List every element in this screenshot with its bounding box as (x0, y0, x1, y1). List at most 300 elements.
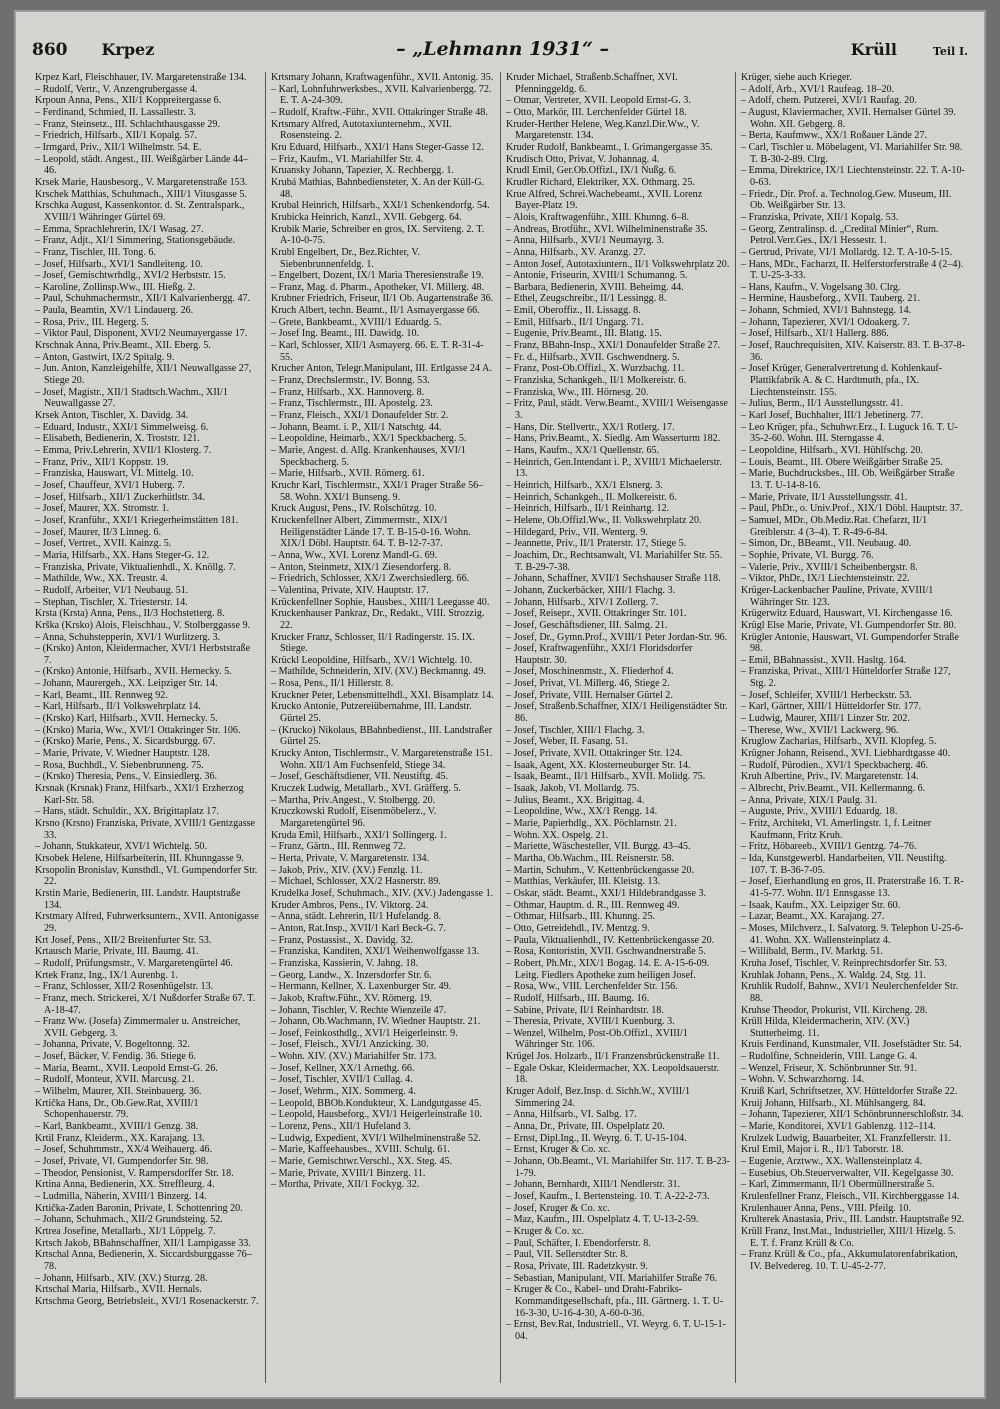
directory-entry: – Josef, Weber, II. Fasang. 51. (506, 736, 628, 748)
directory-entry: – Johann, Ob.Beamt., VI. Mariahilfer Str. 117. T. B-23-1-79. (506, 1156, 730, 1179)
directory-entry: Krulenfellner Franz, Fleisch., VII. Kirchberggasse 14. (741, 1191, 960, 1202)
directory-entry: – Carl, Tischler u. Möbelagent, VI. Mariahilfer Str. 98. T. B-30-2-89. Clrg. (741, 141, 963, 165)
directory-entry: – Adolf, chem. Putzerei, XVI/1 Raufag. 20. (741, 95, 917, 107)
directory-entry: – Rosa, Kontoristin, XVII. Gschwandnerstraße 5. (506, 946, 706, 958)
directory-entry: Krtsch Jakob, BBahnschaffner, XII/1 Lampigasse 33. (35, 1237, 251, 1249)
directory-entry: – Therese, Ww., XVII/1 Lackwerg. 96. (741, 724, 899, 736)
directory-entry: – Karoline, Zollinsp.Ww., III. Hießg. 2. (35, 281, 196, 293)
directory-entry: Krpez Karl, Fleischhauer, IV. Margaretenstraße 134. (35, 72, 247, 83)
directory-entry: – Wohn. XIV. (XV.) Mariahilfer Str. 173. (271, 1051, 437, 1063)
directory-entry: – (Krsko) Theresia, Pens., V. Einsiedlerg. 36. (35, 771, 218, 783)
directory-entry: – Franz, Postassist., X. Davidg. 32. (271, 934, 414, 946)
directory-entry: – Rudolf, Arbeiter, VI/1 Neubaug. 51. (35, 584, 189, 596)
directory-entry: – Emma, Direktrice, IX/1 Liechtensteinstr. 22. T. A-10-0-63. (741, 165, 965, 188)
directory-column-4 (735, 72, 970, 1383)
directory-entry: – Josef, Fleisch., XVI/1 Anzicking. 30. (271, 1039, 429, 1051)
directory-entry: – Franziska, Kanditen, XXI/1 Weihenwolfgasse 13. (271, 946, 480, 958)
directory-entry: – Friedr., Dir. Prof. a. Technolog.Gew. Museum, III. Ob. Weißgärber Str. 13. (741, 188, 952, 212)
directory-entry: – Josef, Geschäftsdiener, VII. Neustiftg. 45. (271, 771, 449, 783)
directory-entry: – Rudolfine, Schneiderin, VIII. Lange G. 4. (741, 1051, 918, 1063)
directory-entry: – Leopold, Hausbeforg., XVI/1 Heigerleinstraße 10. (271, 1109, 482, 1121)
directory-entry: Krsta (Krsta) Anna, Pens., II/3 Hochstetterg. 8. (35, 608, 225, 620)
directory-entry: – Ernst, Kruger & Co. xc. (506, 1144, 611, 1156)
directory-entry: Kruder-Herther Helene, Weg.Kanzl.Dir.Ww., V. Margaretenstr. 134. (506, 118, 700, 142)
directory-entry: – Louis, Beamt., III. Obere Weißgärber Straße 25. (741, 456, 943, 468)
directory-entry: Krsopolin Bronislav, Kunsthdl., VI. Gumpendorfer Str. 22. (35, 864, 258, 888)
directory-entry: – Martha, Priv.Angest., V. Stolbergg. 20. (271, 794, 436, 806)
directory-entry: – Franziska, Private, XII/1 Kopalg. 53. (741, 211, 899, 223)
directory-entry: – Johann, Maurergeh., XX. Leipziger Str. 14. (35, 678, 218, 690)
directory-entry: – Anton, Rat.Insp., XVII/1 Karl Beck-G. 7. (271, 922, 446, 934)
page-number: 860 (32, 40, 68, 60)
directory-entry: – Anna, Hilfsarb., XVI/1 Neumayrg. 3. (506, 235, 664, 247)
directory-entry: – Friedrich, Schlosser, XX/1 Zwerchsiedlerg. 66. (271, 573, 470, 585)
directory-entry: – Franziska, Hauswart, VI. Mittelg. 10. (35, 468, 194, 480)
directory-entry: – Georg, Zentralinsp. d. „Credital Minier“, Rum. Petrol.Verr.Ges., IX/1 Hessestr. 1. (741, 223, 939, 247)
directory-entry: Krüll Hilda, Kleidermacherin, XIV. (XV.) Stutterheimg. 11. (741, 1016, 910, 1039)
directory-entry: – Viktor, PhDr., IX/1 Liechtensteinstr. 22. (741, 573, 910, 585)
directory-entry: – Franz Ww. (Josefa) Zimmermaler u. Anstreicher, XVII. Gebgerg. 3. (35, 1016, 241, 1039)
directory-entry: Krulzek Ludwig, Bauarbeiter, XI. Franzfellerstr. 11. (741, 1132, 951, 1144)
directory-entry: – Herta, Private, V. Margaretenstr. 134. (271, 852, 430, 864)
directory-entry: – Eugenie, Arztww., XX. Wallensteinplatz 4. (741, 1156, 923, 1168)
directory-entry: – Hermine, Hausbeforg., XVII. Tauberg. 21. (741, 293, 920, 305)
directory-entry: Krückl Leopoldine, Hilfsarb., XV/1 Wichtelg. 10. (271, 654, 473, 666)
directory-entry: Krtička Hans, Dr., Ob.Gew.Rat, XVIII/1 Schopenhauerstr. 79. (35, 1097, 199, 1121)
directory-entry: – Franziska, Kassierin, V. Jahng. 18. (271, 957, 419, 969)
directory-entry: Krulenhauer Anna, Pens., VIII. Pfeilg. 10. (741, 1202, 911, 1214)
directory-entry: – Marie, Private, V. Wiedner Hauptstr. 128. (35, 748, 210, 760)
directory-entry: – Anton, Gastwirt, IX/2 Spitalg. 9. (35, 351, 175, 363)
directory-entry: – Wenzel, Wilhelm, Post-Ob.Offizl., XVIII/1 Währinger Str. 106. (506, 1027, 688, 1051)
directory-entry: – Theresia, Private, XVIII/1 Kuenburg. 3. (506, 1016, 675, 1028)
directory-entry: Krudelka Josef, Schuhmach., XIV. (XV.) Jadengasse 1. (271, 887, 494, 899)
directory-entry: – Grete, Bankbeamt., XVIII/1 Eduardg. 5. (271, 316, 442, 328)
directory-entry: – Leopoldine, Hilfsarb., XVI. Hühlfschg. 20. (741, 445, 923, 456)
directory-entry: – Franziska, Privat., XIII/1 Hütteldorfer Straße 127, Stg. 2. (741, 666, 951, 690)
directory-entry: – (Krsko) Antonie, Hilfsarb., XVII. Hernecky. 5. (35, 666, 232, 678)
directory-entry: – August, Klaviermacher, XVII. Hernalser Gürtel 39. Wohn. XII. Gebgerg. 8. (741, 106, 956, 130)
directory-entry: – Martin, Schuhm., V. Kettenbrückengasse 20. (506, 864, 695, 876)
directory-entry: – Josef, Gemischtwrhdlg., XVI/2 Herbststr. 15. (35, 270, 226, 282)
directory-entry: – Josef, Hilfsarb., XI/1 Hallerg. 886. (741, 328, 889, 340)
directory-entry: – Josef, Geschäftsdiener, III. Salmg. 21. (506, 619, 668, 631)
directory-entry: – Theodor, Pensionist, V. Rampersdorffer Str. 18. (35, 1167, 234, 1179)
directory-entry: – Maria, Beamt., XVII. Leopold Ernst-G. 26. (35, 1062, 218, 1074)
directory-entry: – Franz, Steinsetz., III. Schlachthausgasse 29. (35, 118, 221, 130)
directory-entry: – Maz, Kaufm., III. Ospelplatz 4. T. U-13-2-59. (506, 1214, 699, 1226)
last-entry-running-head: Krüll (850, 40, 897, 59)
header-right (851, 40, 968, 59)
directory-entry: – Fritz, Höbareeb., XVIII/1 Gentzg. 74–76. (741, 841, 917, 853)
directory-entry: – Franziska, Schankgeh., II/1 Molkereistr. 6. (506, 375, 686, 387)
directory-entry: – Valentina, Private, XIV. Hauptstr. 17. (271, 584, 429, 596)
directory-entry: Kruder Michael, Straßenb.Schaffner, XVI. Pfenninggeldg. 6. (506, 72, 678, 95)
directory-entry: – Marie, Papierhdlg., XX. Pöchlarnstr. 21. (506, 818, 677, 829)
directory-entry: – Franziska, Ww., III. Hörnesg. 20. (506, 386, 649, 398)
directory-entry: – Johann, Ob.Wachmann, IV. Wiedner Hauptstr. 21. (271, 1016, 481, 1028)
directory-entry: Kruis Ferdinand, Kunstmaler, VII. Josefstädter Str. 54. (741, 1039, 962, 1051)
directory-entry: – Anna, Schuhstepperin, XVI/1 Wurlitzerg. 3. (35, 631, 221, 643)
directory-entry: – Sabine, Private, II/1 Reinhardtstr. 18. (506, 1004, 664, 1016)
directory-entry: Kruder Ambros, Pens., IV. Viktorg. 24. (271, 899, 429, 911)
directory-entry: Krpoun Anna, Pens., XII/1 Koppreitergasse 6. (35, 95, 222, 107)
directory-entry: – Franz, Tischlermstr., III. Apostelg. 23. (271, 398, 433, 410)
directory-entry: Krtina Anna, Bedienerin, XX. Streffleurg. 4. (35, 1179, 215, 1191)
directory-entry: – Antonie, Friseurin, XVIII/1 Schumanng. 5. (506, 270, 688, 282)
directory-entry: – Leo Krüger, pfa., Schuhwr.Erz., I. Luguck 16. T. U-35-2-60. Wohn. III. Sterngasse 4. (741, 421, 958, 445)
directory-entry: – Rosa, Priv., III. Hegerg. 5. (35, 316, 149, 328)
directory-entry: – Josef, Hilfsarb., XVI/1 Sandleiteng. 10. (35, 258, 203, 270)
directory-entry: – Franz, Schlosser, XII/2 Rosenhügelstr. 13. (35, 981, 214, 993)
directory-entry: – Johann, Schaffner, XVII/1 Sechshauser Straße 118. (506, 573, 721, 585)
directory-entry: – Karl Josef, Buchhalter, III/1 Jebetinerg. 77. (741, 410, 924, 422)
directory-entry: – Otmar, Vertreter, XVII. Leopold Ernst-G. 3. (506, 95, 691, 107)
directory-entry: Kruckenfellner Albert, Zimmermstr., XIX/1 Heiligenstädter Lände 17. T. B-15-0-16. Wohn. XIX/1 Döbl. Hauptstr. 64. T. B-12-7-37. (271, 514, 471, 550)
directory-entry: – Karl, Beamt., III. Rennweg 92. (35, 689, 168, 701)
directory-entry: – Viktor Paul, Disponent, XVI/2 Neumayergasse 17. (35, 328, 248, 340)
directory-entry: – Rudolf, Pürodien., XVI/1 Speckbacherg. 46. (741, 759, 929, 771)
directory-entry: Kruij Johann, Hilfsarb., XI. Mühlsangerg. 84. (741, 1097, 926, 1109)
directory-entry: – Josef Ing. Beamt., III. Dawidg. 10. (271, 328, 420, 340)
directory-entry: – Johann, Tischler, V. Rechte Wienzeile 47. (271, 1004, 447, 1016)
directory-entry: Krsek Anton, Tischler, X. Davidg. 34. (35, 410, 189, 422)
directory-entry: – Anna, Private, XIX/1 Paulg. 31. (741, 794, 878, 806)
directory-entry: – Othmar, Hauptm. d. R., III. Rennweg 49. (506, 899, 680, 911)
directory-entry: – Josef, Bäcker, V. Fendig. 36. Stiege 6. (35, 1051, 196, 1063)
directory-entry: Krubl Engelbert, Dr., Bez.Richter, V. Siebenbrunnenfeldg. 1. (271, 246, 420, 270)
directory-entry: – Anna, Dr., Private, III. Ospelplatz 20. (506, 1121, 665, 1133)
directory-entry: – Franz, Adjt., XI/1 Simmering, Stationsgebäude. (35, 235, 236, 247)
directory-entry: Krügel Jos. Holzarb., II/1 Franzensbrückenstraße 11. (506, 1051, 720, 1063)
directory-entry: – Jun. Anton, Kanzleigehilfe, XII/1 Neuwallgasse 27, Stiege 20. (35, 363, 252, 387)
directory-entry: – Emil, Hilfsarb., II/1 Ungarg. 71. (506, 316, 644, 328)
directory-entry: Krul Emil, Major i. R., II/1 Taborstr. 18. (741, 1144, 904, 1156)
directory-entry: – Ernst, Dipl.Ing., II. Weyrg. 6. T. U-15-104. (506, 1132, 687, 1144)
directory-entry: – Stephan, Tischler, X. Triesterstr. 14. (35, 596, 188, 608)
directory-entry: – Elisabeth, Bedienerin, X. Troststr. 121. (35, 433, 200, 445)
directory-entry: – Marie, Konditorei, XVI/1 Gablenzg. 112–114. (741, 1121, 936, 1133)
directory-entry: – Josef Krüger, Generalvertretung d. Kohlenkauf-Plattikfabrik A. & C. Hardtmuth, pfa., IX. Liechtensteinstr. 155. (741, 363, 943, 398)
directory-entry: Kruch Albert, techn. Beamt., II/1 Asmayergasse 66. (271, 305, 480, 317)
directory-entry: – Hildegard, Priv., VII. Wenterg. 9. (506, 526, 648, 538)
directory-entry: – Fritz, Paul, städt. Verw.Beamt., XVIII/1 Weisengasse 3. (506, 398, 728, 422)
directory-entry: Krsek Marie, Hausbesorg., V. Margaretenstraße 153. (35, 176, 248, 188)
directory-entry: Krucker Franz, Schlosser, II/1 Radingerstr. 15. IX. Stiege. (271, 631, 475, 655)
directory-entry: – Emma, Priv.Lehrerin, XVII/1 Klosterg. 7. (35, 445, 212, 456)
directory-entry: – Rudolf, Monteur, XVII. Marcusg. 21. (35, 1074, 195, 1086)
directory-page (14, 10, 986, 1399)
directory-entry: Krtschal Maria, Hilfsarb., XVII. Hernals. (35, 1284, 202, 1296)
directory-entry: – Karl, Schlosser, XII/1 Asmayerg. 66. E. T. R-31-4-55. (271, 340, 484, 363)
directory-entry: – Hans, Kaufm., XX/1 Quellenstr. 65. (506, 445, 660, 456)
directory-entry: – Paul, Schäfter, I. Ebendorferstr. 8. (506, 1237, 651, 1249)
directory-entry: Krubá Mathias, Bahnbediensteter, X. An der Küll-G. 48. (271, 176, 485, 200)
directory-entry: – Josef, Schleifer, XVIII/1 Herbeckstr. 53. (741, 689, 912, 701)
directory-entry: – Karl, Bankbeamt., XVIII/1 Genzg. 38. (35, 1121, 199, 1133)
directory-entry: – Franz, Mag. d. Pharm., Apotheker, VI. Millerg. 48. (271, 281, 485, 293)
directory-entry: – Heinrich, Hilfsarb., II/1 Reinhartg. 12. (506, 503, 670, 515)
directory-entry: – Heinrich, Schankgeh., II. Molkereistr. 6. (506, 491, 677, 503)
directory-entry: – Josef, Kaufm., I. Bertensteing. 10. T. A-22-2-73. (506, 1191, 710, 1202)
directory-entry: – (Krsko) Maria, Ww., XVI/1 Ottakringer Str. 106. (35, 724, 241, 736)
directory-entry: – Johanna, Private, V. Bogeltonng. 32. (35, 1039, 190, 1051)
directory-entry: – Franz, Drechslermstr., IV. Bonng. 53. (271, 375, 430, 387)
directory-entry: Krubicka Heinrich, Kanzl., XVII. Gebgerg. 64. (271, 211, 462, 223)
directory-entry: – Hans, städt. Schuldir., XX. Brigittaplatz 17. (35, 806, 219, 818)
directory-entry: – Leopold, BBOb.Kondukteur, X. Landgutgasse 45. (271, 1097, 482, 1109)
directory-entry: Krue Alfred, Schrei.Wachebeamt., XVII. Lorenz Bayer-Platz 19. (506, 188, 703, 212)
directory-entry: – Anna, Hilfsarb., VI. Salbg. 17. (506, 1109, 637, 1121)
directory-entry: – Wohn. V. Schwarzhorng. 14. (741, 1074, 865, 1086)
directory-entry: Krsobek Helene, Hilfsarbeiterin, III. Khunngasse 9. (35, 852, 244, 864)
directory-entry: Krtschal Anna, Bedienerin, X. Siccardsburggasse 76–78. (35, 1249, 252, 1272)
directory-entry: – Mortha, Private, XII/1 Fockyg. 32. (271, 1179, 420, 1191)
directory-entry: Krügner Johann, Reisend., XVI. Liebhardtgasse 40. (741, 748, 951, 760)
directory-entry: – Josef, Private, VIII. Hernalser Gürtel 2. (506, 689, 673, 701)
directory-entry: – Marie, Private, II/1 Ausstellungsstr. 41. (741, 491, 908, 503)
directory-entry: – Josef, Vertret., XVII. Kainzg. 5. (35, 538, 172, 550)
directory-entry: – Maria, Hilfsarb., XX. Hans Steger-G. 12. (35, 549, 210, 561)
directory-entry: – Isaak, Beamt., II/1 Hilfsarb., XVII. Molidg. 75. (506, 771, 706, 783)
directory-entry: – Franz, BBahn-Insp., XXI/1 Donaufelder Straße 27. (506, 340, 721, 352)
page-header (32, 38, 968, 68)
directory-entry: Krschka August, Kassenkontor. d. St. Zentralspark., XVIII/1 Währinger Gürtel 69. (35, 200, 245, 223)
directory-entry: – Josef, Hilfsarb., XII/1 Zuckerhütlstr. 34. (35, 491, 205, 503)
directory-entry: – Josef, Dr., Gymn.Prof., XVIII/1 Peter Jordan-Str. 96. (506, 631, 728, 643)
directory-entry: – Josef, Moschinenmstr., X. Fliederhof 4. (506, 666, 674, 678)
directory-entry: Kruckner Peter, Lebensmittelhdl., XXI. Bisamplatz 14. (271, 689, 494, 701)
directory-entry: – Valerie, Priv., XVIII/1 Scheibenbergstr. 8. (741, 561, 918, 573)
directory-entry: – Marie, Buchdrucksbes., III. Ob. Weißgärber Straße 13. T. U-14-8-16. (741, 468, 955, 491)
directory-entry: – Mathilde, Schneiderin, XIV. (XV.) Beckmanng. 49. (271, 666, 486, 678)
directory-entry: Krschek Matthias, Schuhmach., XIII/1 Vitusgasse 5. (35, 188, 247, 200)
directory-entry: – Josef, Chauffeur, XVI/1 Huberg. 7. (35, 479, 185, 491)
directory-entry: – Johann, Hilfsarb., XIV. (XV.) Sturzg. 28. (35, 1272, 208, 1284)
directory-entry: Krüll Franz, Inst.Mat., Industrieller, XIII/1 Hizelg. 5. E. T. f. Franz Krüll & Co. (741, 1225, 956, 1249)
directory-entry: Kruha Josef, Tischler, V. Reinprechtsdorfer Str. 53. (741, 957, 947, 969)
directory-entry: – Anna, Ww., XVI. Lorenz Mandl-G. 69. (271, 549, 438, 561)
directory-entry: Kruh Albertine, Priv., IV. Margaretenstr. 14. (741, 771, 919, 783)
directory-entry: Krsno (Krsno) Franziska, Private, XVIII/1 Gentzgasse 33. (35, 818, 256, 841)
directory-entry: – Johann, Tapezierer, XVI/1 Odoakerg. 7. (741, 316, 910, 328)
directory-entry: Krtrea Josefine, Metallarb., XI/1 Löppelg. 7. (35, 1225, 216, 1237)
directory-entry: – Marie, Angest. d. Allg. Krankenhauses, XVI/1 Speckbacherg. 5. (271, 445, 466, 468)
directory-entry: Krüger, siehe auch Krieger. (741, 72, 852, 83)
directory-entry: – Hans, Dir. Stellvertr., XX/1 Rotlerg. 17. (506, 421, 675, 433)
directory-entry: Krubik Marie, Schreiber en gros, IX. Serviteng. 2. T. A-10-0-75. (271, 223, 485, 247)
directory-entry: – Barbara, Bedienerin, XVIII. Beheimg. 44. (506, 281, 684, 293)
directory-entry: – Jakob, Kraftw.Führ., XV. Römerg. 19. (271, 992, 433, 1004)
directory-entry: – Albrecht, Priv.Beamt., VII. Kellermanng. 6. (741, 783, 926, 795)
directory-entry: – Sophie, Private, VI. Burgg. 76. (741, 549, 874, 561)
directory-entry: Kruck August, Pens., IV. Rolschützg. 10. (271, 503, 437, 515)
directory-entry: – Paula, Beamtin, XV/1 Lindauerg. 26. (35, 305, 194, 317)
directory-entry: – Paul, PhDr., o. Univ.Prof., XIX/1 Döbl. Hauptstr. 37. (741, 503, 963, 515)
directory-entry: – Johann, Stukkateur, XVI/1 Wichtelg. 50. (35, 841, 207, 853)
directory-entry: – Ludmilla, Näherin, XVIII/1 Binzerg. 14. (35, 1191, 207, 1202)
directory-entry: – Julius, Berm., II/1 Ausstellungsstr. 41. (741, 398, 904, 410)
directory-entry: – Emil, Oberoffiz., II. Lissagg. 8. (506, 305, 641, 317)
directory-entry: – Eduard, Industr., XXI/1 Simmelweisg. 6. (35, 421, 209, 433)
directory-entry: – Auguste, Priv., XVIII/1 Eduardg. 18. (741, 806, 898, 818)
directory-entry: – Rosa, Pens., II/1 Hillerstr. 8. (271, 678, 394, 690)
directory-entry: – Samuel, MDr., Ob.Mediz.Rat. Chefarzt, II/1 Greiblerstr. 4 (3–4). T. R-49-6-84. (741, 514, 928, 538)
directory-entry: – Emma, Sprachlehrerin, IX/1 Wasag. 27. (35, 223, 204, 235)
directory-entry: – Franziska, Private, Viktualienhdl., X. Knöllg. 7. (35, 561, 236, 573)
directory-title: – „Lehmann 1931“ – (396, 38, 609, 60)
directory-entry: – Lazar, Beamt., XX. Karajang. 27. (741, 911, 885, 923)
directory-entry: Kruansky Johann, Tapezier, X. Rechbergg. 1. (271, 165, 454, 177)
directory-entry: – Simon, Dr., BBeamt., VII. Neubaug. 40. (741, 538, 912, 550)
directory-entry: – Otto, Markör, III. Lerchenfelder Gürtel 18. (506, 106, 687, 118)
directory-entry: Krudl Emil, Ger.Ob.Offizl., IX/1 Nußg. 6. (506, 165, 677, 177)
directory-entry: – Paul, Schuhmachermstr., XII/1 Kalvarienbergg. 47. (35, 293, 251, 305)
directory-entry: Kruckenhauser Pankraz, Dr., Redakt., VIII. Strozzig. 22. (271, 608, 485, 631)
directory-entry: – Ferdinand, Schmied, II. Lassallestr. 3. (35, 106, 196, 118)
directory-entry: – Egale Oskar, Kleidermacher, XX. Leopoldsauerstr. 18. (506, 1062, 720, 1086)
directory-entry: – Martha, Ob.Wachm., III. Reisnerstr. 58. (506, 852, 674, 864)
directory-entry: – Hermann, Kellner, X. Laxenburger Str. 49. (271, 981, 452, 993)
directory-entry: – Rosa, Buchhdl., V. Siebenbrunneng. 75. (35, 759, 204, 771)
directory-entry: – Anna, Hilfsarb., XV. Aranzg. 27. (506, 246, 646, 258)
directory-entry: – Josef, Private, XVII. Ottakringer Str. 124. (506, 748, 683, 760)
directory-entry: – Engelbert, Dozent, IX/1 Maria Theresienstraße 19. (271, 270, 484, 282)
directory-entry: Kruiß Karl, Schriftsetzer, XV. Hütteldorfer Straße 22. (741, 1086, 958, 1098)
directory-entry: Kruglow Zacharias, Hilfsarb., XVII. Klopfeg. 5. (741, 736, 937, 748)
directory-entry: Krsnak (Krsnak) Franz, Hilfsarb., XXI/1 Erzherzog Karl-Str. 58. (35, 783, 244, 806)
directory-entry: – Jakob, Priv., XIV. (XV.) Fenzlg. 11. (271, 864, 423, 876)
directory-entry: – Wilhelm, Maurer, XII. Steinbauerg. 36. (35, 1086, 202, 1098)
directory-entry: – Isaak, Agent, XX. Klosterneuburger Str. 14. (506, 759, 691, 771)
directory-entry: – Franz, Hilfsarb., XX. Hannoverg. 8. (271, 386, 425, 398)
directory-entry: – Leopoldine, Ww., XX/1 Rengg. 14. (506, 806, 658, 818)
directory-entry: – Johann, Schmied, XVI/1 Bahnstegg. 14. (741, 305, 912, 317)
directory-entry: – Emil, BBahnassist., XVII. Hasltg. 164. (741, 654, 907, 666)
directory-entry: – Wohn. XX. Ospelg. 21. (506, 829, 609, 841)
directory-entry: – Ludwig, Expedient, XVI/1 Wilhelminenstraße 52. (271, 1132, 481, 1144)
directory-entry: – Rudolf, Hilfsarb., III. Baumg. 16. (506, 992, 650, 1004)
directory-entry: – Karl, Zimmermann, II/1 Obermüllnerstraße 5. (741, 1179, 935, 1191)
directory-entry: – Karl, Lohnfuhrwerksbes., XVII. Kalvarienbergg. 72. E. T. A-24-309. (271, 83, 492, 107)
directory-entry: – (Krucko) Nikolaus, BBahnbedienst., III. Landstraßer Gürtel 25. (271, 724, 493, 748)
first-entry-running-head: Krpez (101, 40, 155, 59)
directory-entry: – Adolf, Arb., XVI/1 Raufeag. 18–20. (741, 83, 895, 95)
directory-entry: – Josef, Kellner, XX/1 Arnethg. 66. (271, 1062, 415, 1074)
directory-entry: – Michael, Schlosser, XX/2 Hasnerstr. 89. (271, 876, 441, 888)
directory-column-1 (30, 72, 265, 1383)
directory-entry: Krstin Marie, Bedienerin, III. Landstr. Hauptstraße 134. (35, 887, 241, 911)
directory-columns (30, 72, 970, 1383)
directory-entry: – Willibald, Berm., IV. Marktg. 51. (741, 946, 883, 958)
directory-entry: Kruhse Theodor, Prokurist, VII. Kircheng. 28. (741, 1004, 928, 1016)
directory-entry: – Franz, Priv., XII/1 Koppstr. 19. (35, 456, 169, 468)
directory-entry: – Ernst, Bev.Rat, Industriell., VI. Weyrg. 6. T. U-15-1-04. (506, 1319, 726, 1342)
directory-entry: Kruczkowski Rudolf, Eisenmöbelerz., V. Margaretengürtel 96. (271, 806, 437, 829)
directory-entry: – Hans, Priv.Beamt., X. Siedlg. Am Wasserturm 182. (506, 433, 721, 445)
directory-entry: – Ethel, Zeugschreibr., II/1 Lessingg. 8. (506, 293, 667, 305)
directory-entry: Kruhlik Rudolf, Bahnw., XVI/1 Neulerchenfelder Str. 88. (741, 981, 959, 1004)
directory-entry: Krulterek Anastasia, Priv., III. Landstr. Hauptstraße 92. (741, 1214, 965, 1226)
directory-entry: Krudler Richard, Elektriker, XX. Othmarg. 25. (506, 176, 695, 188)
directory-entry: – Kruger & Co. xc. (506, 1225, 584, 1237)
directory-entry: – Fr. d., Hilfsarb., XVII. Gschwendnerg. 5. (506, 351, 680, 363)
directory-entry: Krška (Krsko) Alois, Fleischhau., V. Stolberggasse 9. (35, 619, 251, 631)
directory-entry: – Helene, Ob.Offizl.Ww., II. Volkswehrplatz 20. (506, 514, 702, 526)
directory-entry: – Lorenz, Pens., XII/1 Hufeland 3. (271, 1121, 411, 1133)
directory-entry: – Johann, Tapezierer, XII/1 Schönbrunnerschloßstr. 34. (741, 1109, 964, 1121)
directory-entry: Krudisch Otto, Privat, V. Johannag. 4. (506, 153, 660, 165)
directory-entry: – Sebastian, Manipulant, VII. Mariahilfer Straße 76. (506, 1272, 718, 1284)
directory-entry: – Berta, Kaufmww., XX/1 Roßauer Lände 27. (741, 130, 928, 142)
directory-entry: – Paul, VII. Sellerstdter Str. 8. (506, 1249, 628, 1261)
directory-entry: – Paula, Viktualienhdl., IV. Kettenbrückengasse 20. (506, 934, 715, 946)
directory-entry: – Marie, Kaffeehausbes., XVIII. Schulg. 61. (271, 1144, 450, 1156)
directory-entry: Krügerwitz Eduard, Hauswart, VI. Kirchengasse 16. (741, 608, 953, 620)
directory-entry: – Robert, Ph.Mr., XIX/1 Bogag. 14. E. A-15-6-09. Leitg. Fiedlers Apotheke zum heiligen Josef. (506, 957, 710, 981)
directory-entry: – Friz, Kaufm., VI. Mariahilfer Str. 4. (271, 153, 424, 165)
directory-entry: – Irmgard, Priv., XII/1 Wilhelmstr. 54. E. (35, 141, 202, 153)
directory-entry: – Isaak, Kaufm., XX. Leipziger Str. 60. (741, 899, 901, 911)
directory-entry: – Joachim, Dr., Rechtsanwalt, VI. Mariahilfer Str. 55. T. B-29-7-38. (506, 549, 723, 573)
directory-entry: – Heinrich, Hilfsarb., XX/1 Elsnerg. 3. (506, 479, 663, 491)
directory-entry: Krucky Anton, Tischlermstr., V. Margaretenstraße 151. Wohn. XII/1 Am Fuchsenfeld, Stiege 34. (271, 748, 493, 771)
directory-entry: – Andreas, Brotführ., XVI. Wilhelminenstraße 35. (506, 223, 708, 235)
directory-entry: – Leopoldine, Heimarb., XX/1 Speckbacherg. 5. (271, 433, 467, 445)
directory-entry: – Franz, Fleisch., XXI/1 Donaufelder Str. 2. (271, 410, 449, 422)
directory-entry: – Karl, Gärtner, XIII/1 Hütteldorfer Str. 177. (741, 701, 922, 713)
directory-entry: Krtička-Zaden Baronin, Private, I. Schottenring 20. (35, 1202, 243, 1214)
directory-entry: – Friedrich, Hilfsarb., XII/1 Kopalg. 57. (35, 130, 198, 142)
directory-entry: – Josef, Private, VI. Gumpendorfer Str. 98. (35, 1156, 209, 1168)
directory-entry: – Josef, Reisepr., XVII. Ottakringer Str. 101. (506, 608, 687, 620)
directory-entry: – Hans, Kaufm., V. Vogelsang 30. Clrg. (741, 281, 901, 293)
directory-entry: – (Krsko) Marie, Pens., X. Sicardsburgg. 67. (35, 736, 216, 748)
directory-entry: – Josef, Feinkosthdlg., XVI/1 Heigerleinstr. 9. (271, 1027, 458, 1039)
directory-column-3 (500, 72, 735, 1383)
directory-entry: Krschnak Anna, Priv.Beamt., XII. Eberg. 5. (35, 340, 211, 352)
directory-entry: – Marie, Hilfsarb., XVII. Römerg. 61. (271, 468, 425, 480)
directory-entry: – Johann, Hilfsarb., XIV/1 Zollerg. 7. (506, 596, 659, 608)
directory-entry: – Oskar, städt. Beamt., XXI/1 Hildebrandgasse 3. (506, 887, 707, 899)
directory-entry: – Marie, Private, XVIII/1 Binzerg. 11. (271, 1167, 426, 1179)
directory-entry: Krückenfellner Sophie, Hausbes., XIII/1 Leegasse 40. (271, 596, 490, 608)
directory-entry: Krügl Else Marie, Private, VI. Gumpendorfer Str. 80. (741, 619, 957, 631)
directory-entry: Krtek Franz, Ing., IX/1 Aurenbg. 1. (35, 969, 178, 981)
directory-entry: Krt Josef, Pens., XII/2 Breitenfurter Str. 53. (35, 934, 212, 946)
directory-entry: Kruda Emil, Hilfsarb., XXI/1 Sollingerg. 1. (271, 829, 447, 841)
directory-entry: – Josef, Kraftwagenführ., XXI/1 Floridsdorfer Hauptstr. 30. (506, 643, 693, 666)
directory-entry: – Josef, Tischler, XVII/1 Cullag. 4. (271, 1074, 413, 1086)
directory-entry: – Matthias, Verkäufer, III. Kleistg. 13. (506, 876, 661, 888)
directory-entry: Krubner Friedrich, Friseur, II/1 Ob. Augartenstraße 36. (271, 293, 494, 305)
directory-entry: Kruczek Ludwig, Metallarb., XVI. Gräfferg. 5. (271, 783, 461, 795)
directory-entry: – Franz Krüll & Co., pfa., Akkumulatorenfabrikation, IV. Belvedereg. 10. T. U-45-2-77. (741, 1249, 958, 1272)
directory-entry: – Franz, Gärtn., III. Rennweg 72. (271, 841, 406, 853)
directory-entry: – Fritz, Architekt, VI. Amerlingstr. 1, f. Leitner Kaufmann, Fritz Kruh. (741, 818, 932, 841)
directory-entry: – Georg, Landw., X. Inzersdorfer Str. 6. (271, 969, 432, 981)
directory-entry: Krubal Heinrich, Hilfsarb., XXI/1 Schenkendorfg. 54. (271, 200, 490, 212)
directory-entry: – Josef, Kruger & Co. xc. (506, 1202, 610, 1214)
directory-entry: – Kruger & Co., Kabel- und Draht-Fabriks-Kommanditgesellschaft, pfa., III. Gärtnerg. 1. T. U-16-3-30, U-16-4-30, A-60-0-36. (506, 1284, 724, 1319)
directory-entry: – Mariette, Wäschesteller, VII. Burgg. 43–45. (506, 841, 691, 853)
directory-entry: – Johann, Beamt. i. P., XII/1 Natschtg. 44. (271, 421, 442, 433)
directory-entry: – Franz, mech. Strickerei, X/1 Nußdorfer Straße 67. T. A-18-47. (35, 992, 256, 1016)
directory-entry: – Franz, Tischler, III. Tong. 6. (35, 246, 156, 258)
directory-entry: – Rudolf, Prüfungsmstr., V. Margaretengürtel 46. (35, 957, 233, 969)
directory-entry: – Josef, Maurer, XX. Stromstr. 1. (35, 503, 170, 515)
directory-entry: – Rudolf, Vertr., V. Anzengrubergasse 4. (35, 83, 198, 95)
